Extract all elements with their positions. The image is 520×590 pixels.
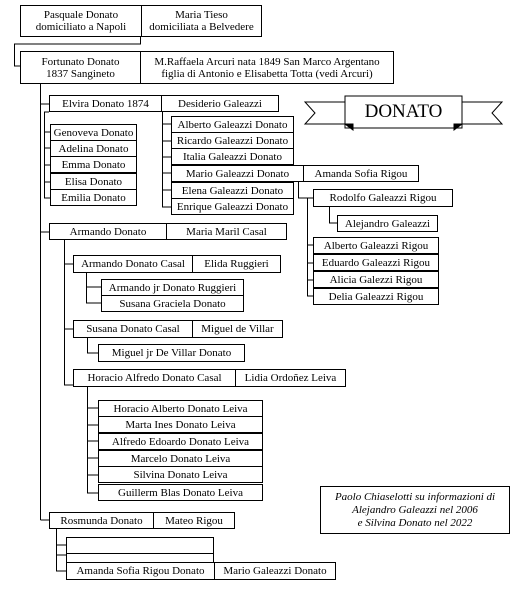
person-detail: figlia di Antonio e Elisabetta Totta (vedi Arcuri) — [161, 67, 373, 80]
person-eduardo-galeazzi-rigou: Eduardo Galeazzi Rigou — [313, 254, 439, 271]
page-title: DONATO — [364, 101, 443, 122]
person-raffaela-arcuri — [140, 51, 394, 84]
person-alfredo-edoardo-donato-leiva: Alfredo Edoardo Donato Leiva — [98, 433, 263, 450]
person-emma-donato: Emma Donato — [50, 156, 137, 173]
person-silvina-donato-leiva: Silvina Donato Leiva — [98, 466, 263, 483]
source-note-line: e Silvina Donato nel 2022 — [357, 516, 473, 529]
person-guillerm-blas-donato-leiva: Guillerm Blas Donato Leiva — [98, 484, 263, 501]
person-emilia-donato: Emilia Donato — [50, 189, 137, 206]
person-alicia-galezzi-rigou: Alicia Galezzi Rigou — [313, 271, 439, 288]
person-fortunato-donato — [20, 51, 141, 84]
person-adelina-donato: Adelina Donato — [50, 140, 137, 157]
person-name: Pasquale Donato — [43, 9, 119, 21]
person-amanda-sofia-rigou: Amanda Sofia Rigou — [303, 165, 419, 182]
person-delia-galeazzi-rigou: Delia Galeazzi Rigou — [313, 288, 439, 305]
person-detail: domiciliata a Belvedere — [149, 21, 254, 33]
person-alberto-galeazzi-donato: Alberto Galeazzi Donato — [171, 116, 294, 133]
person-name: Maria Tieso — [175, 9, 228, 21]
person-miguel-de-villar: Miguel de Villar — [192, 320, 283, 338]
person-susana-graciela-donato: Susana Graciela Donato — [101, 295, 244, 312]
person-enrique-galeazzi-donato: Enrique Galeazzi Donato — [171, 198, 294, 215]
person-elvira-donato: Elvira Donato 1874 — [49, 95, 162, 112]
person-marta-ines-donato-leiva: Marta Ines Donato Leiva — [98, 416, 263, 433]
person-maria-tieso — [141, 5, 262, 37]
person-armando-jr-donato-ruggieri: Armando jr Donato Ruggieri — [101, 279, 244, 296]
person-italia-galeazzi-donato: Italia Galeazzi Donato — [171, 148, 294, 165]
person-pasquale-donato — [20, 5, 142, 37]
person-elisa-donato: Elisa Donato — [50, 173, 137, 190]
person-miguel-jr-de-villar-donato: Miguel jr De Villar Donato — [98, 344, 245, 362]
person-maria-maril-casal: Maria Maril Casal — [166, 223, 287, 240]
person-elida-ruggieri: Elida Ruggieri — [192, 255, 281, 273]
person-elena-galeazzi-donato: Elena Galeazzi Donato — [171, 182, 294, 199]
person-lidia-ordonez-leiva: Lidia Ordoñez Leiva — [235, 369, 346, 387]
person-alejandro-galeazzi: Alejandro Galeazzi — [337, 215, 438, 232]
source-note-line: Alejandro Galeazzi nel 2006 — [352, 503, 478, 516]
person-genoveva-donato: Genoveva Donato — [50, 124, 137, 141]
source-note-line: Paolo Chiaselotti su informazioni di — [334, 490, 496, 503]
person-rosmunda-child-1 — [66, 537, 214, 554]
person-rodolfo-galeazzi-rigou: Rodolfo Galeazzi Rigou — [313, 189, 453, 207]
source-note — [320, 486, 510, 534]
person-name: Fortunato Donato — [41, 55, 120, 68]
person-horacio-alfredo-donato-casal: Horacio Alfredo Donato Casal — [73, 369, 236, 387]
person-armando-donato: Armando Donato — [49, 223, 167, 240]
person-rosmunda-donato: Rosmunda Donato — [49, 512, 154, 529]
person-susana-donato-casal: Susana Donato Casal — [73, 320, 193, 338]
person-ricardo-galeazzi-donato: Ricardo Galeazzi Donato — [171, 132, 294, 149]
person-mario-galeazzi-donato: Mario Galeazzi Donato — [171, 165, 304, 182]
person-marcelo-donato-leiva: Marcelo Donato Leiva — [98, 450, 263, 467]
person-mario-galeazzi-donato-spouse: Mario Galeazzi Donato — [214, 562, 336, 580]
person-alberto-galeazzi-rigou: Alberto Galeazzi Rigou — [313, 237, 439, 254]
person-detail: 1837 Sangineto — [46, 67, 115, 80]
person-name: M.Raffaela Arcuri nata 1849 San Marco Argentano — [154, 55, 380, 68]
person-amanda-sofia-rigou-donato: Amanda Sofia Rigou Donato — [66, 562, 215, 580]
person-desiderio-galeazzi: Desiderio Galeazzi — [161, 95, 279, 112]
title-banner — [301, 94, 506, 132]
person-detail: domiciliato a Napoli — [35, 21, 127, 33]
person-horacio-alberto-donato-leiva: Horacio Alberto Donato Leiva — [98, 400, 263, 417]
person-mateo-rigou: Mateo Rigou — [153, 512, 235, 529]
person-armando-donato-casal: Armando Donato Casal — [73, 255, 193, 273]
